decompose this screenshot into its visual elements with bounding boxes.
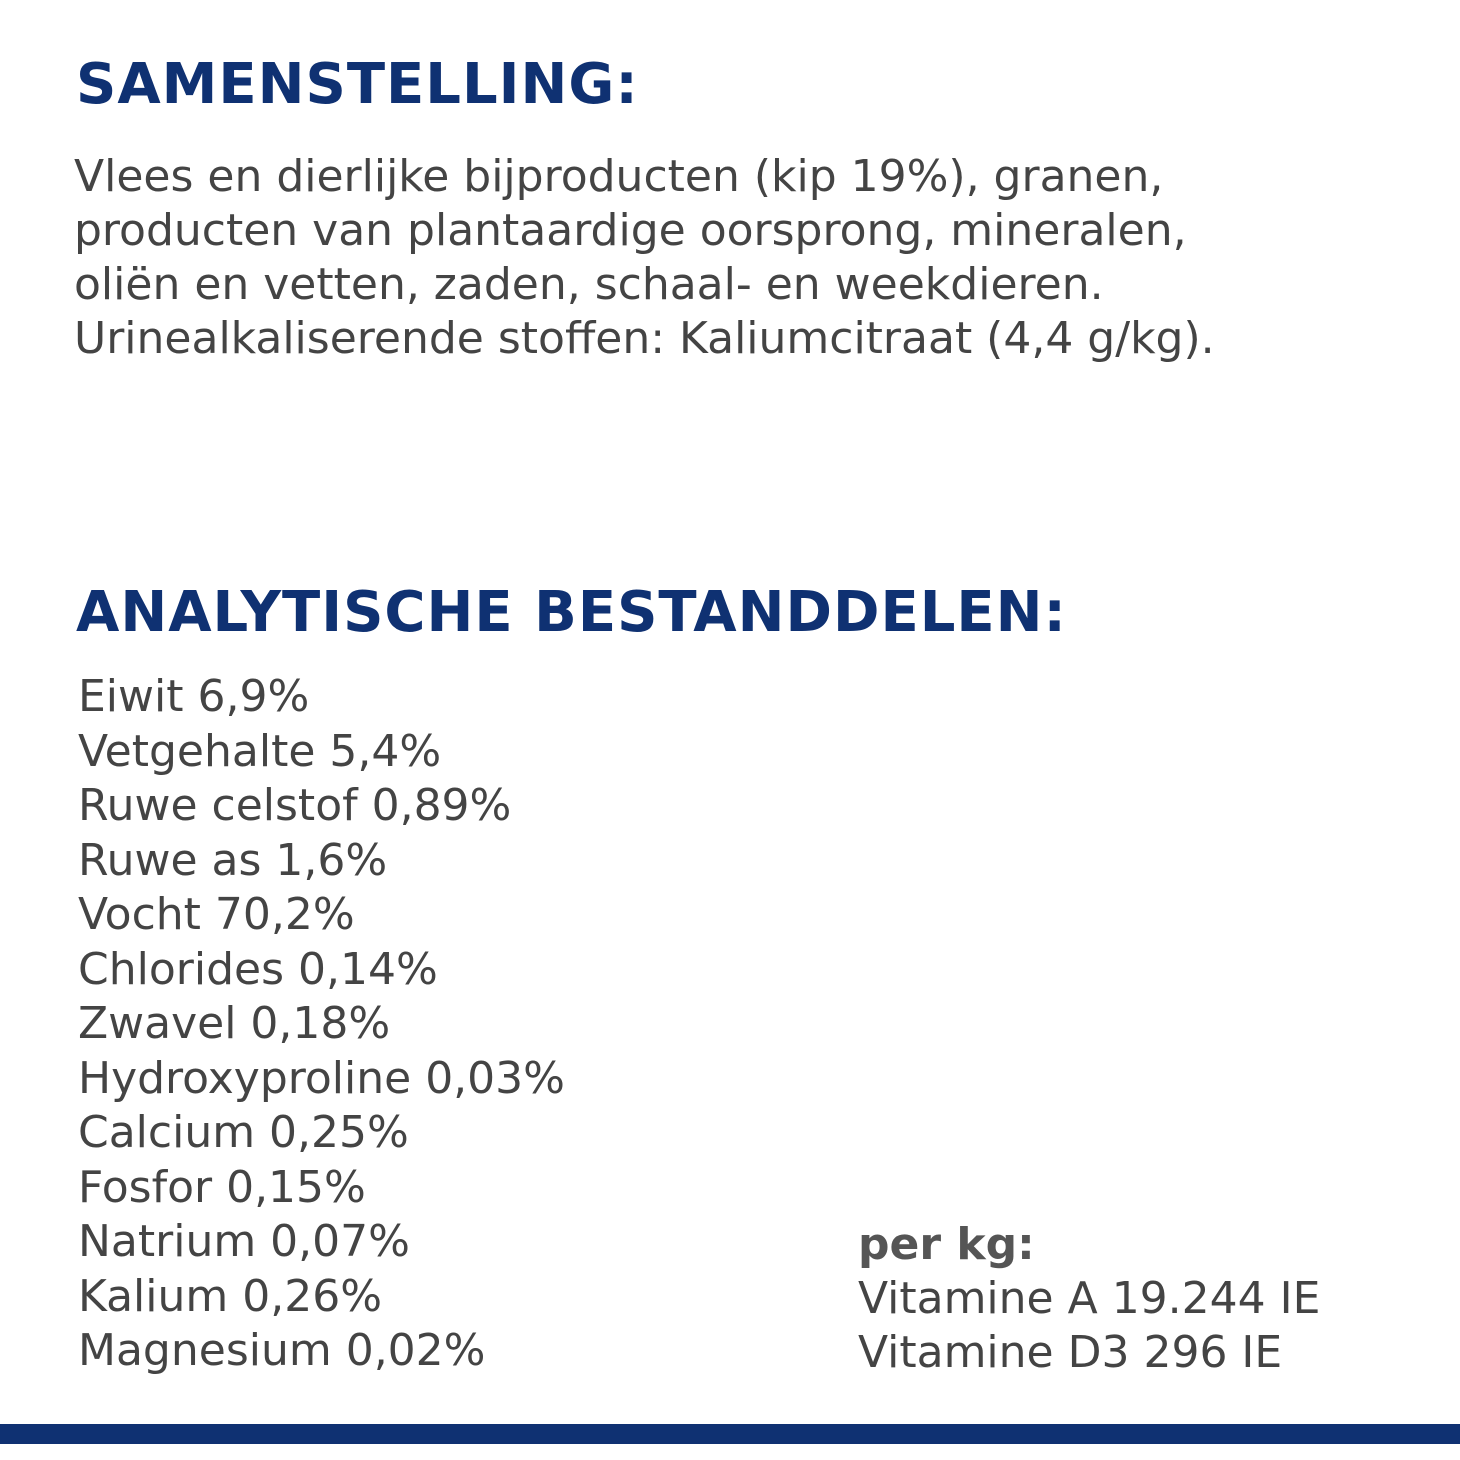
list-item: Kalium 0,26% xyxy=(78,1270,383,1322)
list-item: Fosfor 0,15% xyxy=(78,1161,366,1213)
list-item: Vetgehalte 5,4% xyxy=(78,725,442,777)
list-item: Eiwit 6,9% xyxy=(78,671,310,722)
list-item: Zwavel 0,18% xyxy=(78,998,391,1049)
list-item: Calcium 0,25% xyxy=(78,1107,409,1158)
list-item: Chlorides 0,14% xyxy=(78,943,438,995)
list-item: Vitamine D3 296 IE xyxy=(858,1327,1283,1378)
list-item: Natrium 0,07% xyxy=(78,1216,410,1267)
analytical-list xyxy=(78,670,565,1379)
composition-heading: SAMENSTELLING: xyxy=(76,52,639,117)
list-item: Ruwe as 1,6% xyxy=(78,834,388,886)
composition-line: Urinealkaliserende stoffen: Kaliumcitraat (4,4 g/kg). xyxy=(74,313,1215,364)
list-item: Magnesium 0,02% xyxy=(78,1325,486,1376)
composition-line: Vlees en dierlijke bijproducten (kip 19%), granen, xyxy=(74,151,1164,202)
composition-line: oliën en vetten, zaden, schaal- en weekdieren. xyxy=(74,259,1104,310)
analytical-heading: ANALYTISCHE BESTANDDELEN: xyxy=(76,580,1067,645)
bottom-divider-bar xyxy=(0,1424,1460,1444)
composition-line: producten van plantaardige oorsprong, mineralen, xyxy=(74,205,1187,256)
list-item: Ruwe celstof 0,89% xyxy=(78,780,512,831)
per-kg-title: per kg: xyxy=(858,1219,1035,1270)
list-item: Vitamine A 19.244 IE xyxy=(858,1273,1321,1324)
list-item: Vocht 70,2% xyxy=(78,889,355,940)
list-item: Hydroxyproline 0,03% xyxy=(78,1052,565,1104)
composition-text xyxy=(74,150,1444,366)
per-kg-section xyxy=(858,1218,1320,1380)
